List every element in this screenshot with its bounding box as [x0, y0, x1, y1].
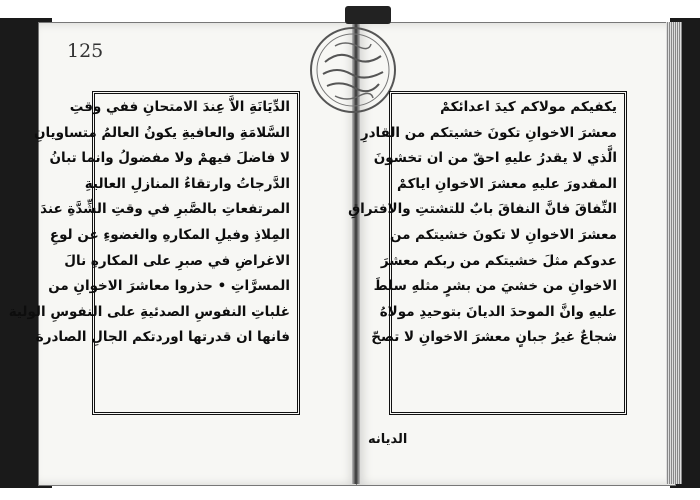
text-line: السَّلامَةِ والعافيةِ يكونُ العالمُ متساويانِ [33, 124, 290, 141]
text-line: المسرَّاتِ • حذروا معاشرَ الاخوانِ من [48, 278, 290, 295]
text-line: المقدورَ عليهِ معشرَ الاخوانِ اياكمْ [397, 175, 617, 192]
text-line: شجاعٌ غيرُ جبانٍ معشرَ الاخوانِ لا تصحّ [371, 329, 617, 346]
library-seal-stamp [305, 22, 401, 118]
text-line: معشرَ الاخوانِ تكونَ خشيتكم من القادرِ [360, 124, 617, 141]
text-line: عدوكم مثلَ خشيتكم من ربكم معشرَ [380, 252, 617, 269]
left-page-text [8, 95, 290, 405]
text-line: الدَّرجاتُ وارتقاءُ المنازلِ العاليةِ [84, 175, 290, 192]
text-line: المِلاذِ وفيلِ المكارهِ والغضوءِ عن لوعِ [49, 226, 290, 243]
text-line: يكفيكم مولاكم كيدَ اعدائكمْ [440, 99, 617, 115]
text-line: المرتفعاتِ بالصَّبرِ في وقتِ الشِّدَّةِ عندَ [40, 201, 290, 218]
page-edges [666, 22, 682, 484]
text-line: النِّفاقَ فانَّ النفاقَ بابٌ للتشتتِ والافتراقِ [348, 201, 617, 218]
catchword: الديانه [368, 432, 408, 447]
text-line: غلباتِ النفوسِ الصدئيةِ على النفوسِ الولية [8, 303, 290, 320]
text-line: لا فاضلَ فيهمْ ولا مفضولُ وانما تبانُ [49, 150, 290, 167]
text-line: الاخوانِ من خشيَ من بشرٍ مثلهِ سلطَ [373, 278, 617, 295]
text-line: معشرَ الاخوانِ لا تكونَ خشيتكم من [389, 226, 617, 243]
text-line: الدِّيَانَةِ الاَّ عِندَ الامتحانِ ففي وقتِ [69, 99, 290, 115]
text-line: عليهِ وانَّ الموحدَ الديانَ بتوحيدِ مولاهُ [379, 303, 617, 320]
folio-number: 125 [67, 40, 104, 62]
right-page-text [348, 95, 617, 405]
text-line: الاغراضِ في صبرِ على المكارهِ نالَ [64, 252, 290, 269]
text-line: الَّذي لا يقدرُ عليهِ احقّ من ان تخشونَ [373, 150, 617, 167]
text-line: فانها ان قدرتها اوردتكم الجالِ الصادرة [35, 329, 290, 346]
